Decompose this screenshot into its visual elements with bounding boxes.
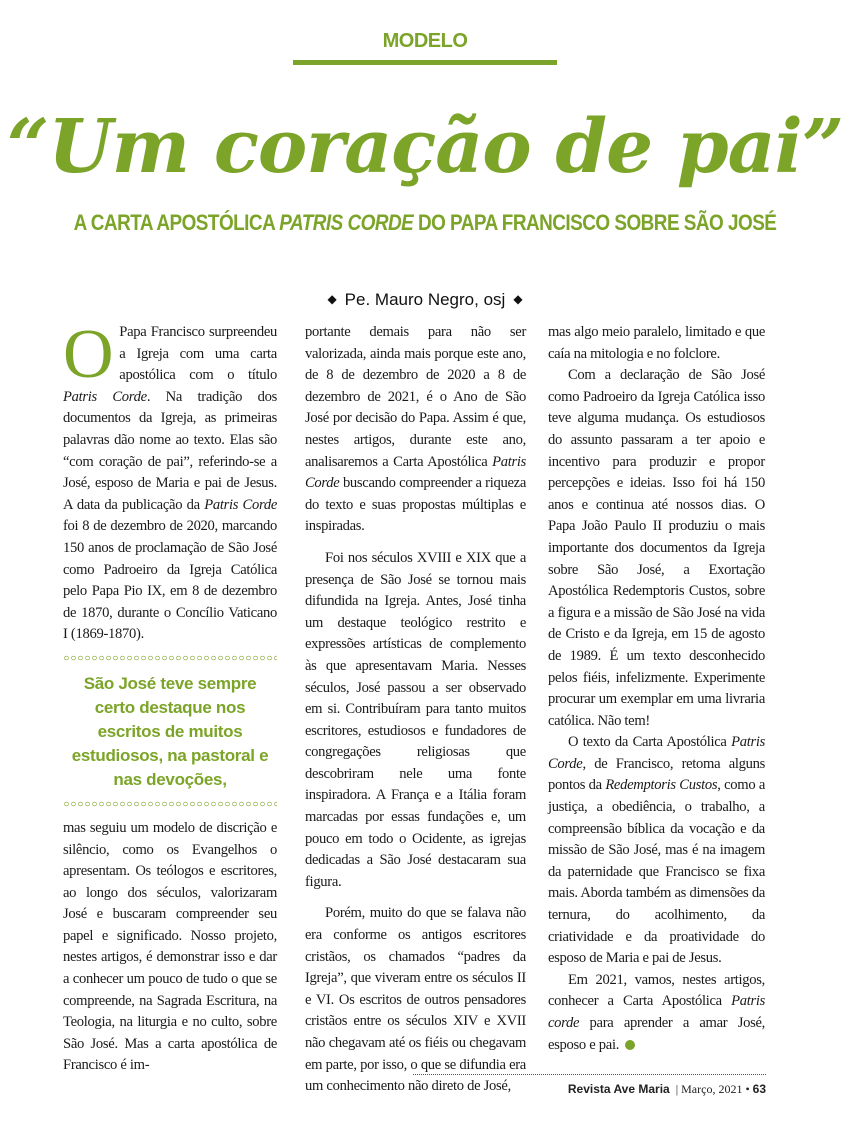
subtitle-italic: PATRIS CORDE (279, 210, 414, 235)
paragraph (63, 316, 278, 646)
paragraph: mas algo meio paralelo, limitado e que caía na mitologia e no folclore. (548, 324, 765, 362)
paragraph: Com a declaração de São José como Padroeiro da Igreja Católica isso teve alguma mudança. Os estudiosos do assunto passaram a ter apoio e incentivo para produzir e propor percepções e ideias. Isso foi há 150 anos e continua até nossos dias. O Papa João Paulo II produziu o mais importante dos documentos da Igreja sobre São José, a Exortação Apostólica Redemptoris Custos, sobre a figura e a missão de São José na vida de Cristo e da Igreja, em 15 de agosto de 1989. É um texto desconhecido pelos fiéis, infelizmente. Experimente procurar um exemplar em uma livraria católica. Não tem! (548, 367, 765, 729)
diamond-icon: ◆ (513, 292, 523, 306)
article-subtitle (60, 210, 791, 236)
author-name: Pe. Mauro Negro, osj (344, 290, 506, 309)
column-2 (305, 322, 526, 1098)
paragraph: Foi nos séculos XVIII e XIX que a presença de São José se tornou mais difundida na Igreja. Antes, José tinha um destaque teológico restrito e expressões artísticas de complemento às que apresentavam Maria. Nesses séculos, José passou a ser observado em si. Contribuíram para tanto muitos escritores, estudiosos e fundadores de congregações religiosas que descobriram nele uma fonte inspiradora. A França e a Itália foram marcadas por essas fundações e, um pouco em todo o Ocidente, as igrejas dedicadas a São José destacaram sua figura. (305, 549, 526, 890)
paragraph (548, 970, 765, 1056)
issue-date: | Março, 2021 • (675, 1082, 750, 1096)
column-1 (63, 316, 278, 1077)
pull-quote: São José teve sempre certo destaque nos escritos de muitos estudiosos, na pastoral e nas devoções, (71, 673, 269, 789)
page-number: 63 (752, 1082, 766, 1096)
footer-rule (413, 1074, 766, 1075)
magazine-name: Revista Ave Maria (567, 1082, 670, 1096)
section-label: MODELO (382, 30, 468, 52)
ornamental-divider (63, 654, 277, 662)
paragraph-text: Papa Francisco surpreendeu a Igreja com uma carta apostólica com o título Patris Corde. Na tradição dos documentos da Igreja, as primeiras palavras dão nome ao texto. Elas são “com coração de pai”, referindo-se a José, esposo de Maria e pai de Jesus. A data da publicação da Patris Corde foi 8 de dezembro de 2020, marcando 150 anos de proclamação de São José como Padroeiro da Igreja Católica pelo Papa Pio IX, em 8 de dezembro de 1870, durante o Concílio Vaticano I (1869-1870). (63, 324, 278, 643)
ornamental-divider (63, 800, 277, 808)
paragraph: portante demais para não ser valorizada, ainda mais porque este ano, de 8 de dezembro de 2020 a 8 de dezembro de 2021, é o Ano de São José por decisão do Papa. Assim é que, nestes artigos, durante este ano, analisaremos a Carta Apostólica Patris Corde buscando compreender a riqueza do texto e suas propostas múltiplas e inspiradas. (305, 324, 526, 535)
end-mark-icon (625, 1040, 635, 1050)
diamond-icon: ◆ (327, 292, 337, 306)
paragraph: mas seguiu um modelo de discrição e silêncio, como os Evangelhos o apresentam. Os teólogos e escritores, ao longo dos séculos, valorizaram José e buscaram compreender seu papel e significado. Nosso projeto, nestes artigos, é demonstrar isso e dar a conhecer um pouco de tudo o que se compreende, na Sagrada Escritura, na Teologia, na liturgia e no culto, sobre São José. Mas a carta apostólica de Francisco é im- (63, 819, 277, 1074)
paragraph: O texto da Carta Apostólica Patris Corde, de Francisco, retoma alguns pontos da Redemptoris Custos, como a justiça, a obediência, o trabalho, a compreensão bíblica da vocação e da missão de São José, mas é na imagem da paternidade que Francisco se fixa mais. Aborda também as dimensões da ternura, do acolhimento, da criatividade e da proatividade do esposo de Maria e pai de Jesus. (548, 734, 765, 967)
column-3 (548, 322, 765, 1056)
page-footer (568, 1082, 766, 1097)
subtitle-text: A CARTA APOSTÓLICA (73, 210, 280, 235)
paragraph: Porém, muito do que se falava não era conforme os antigos escritores cristãos, os chamados “padres da Igreja”, que viveram entre os séculos II e VI. Os escritos de outros pensadores cristãos entre os séculos XIV e XVII não chegavam até os fiéis ou chegavam em parte, por isso, o que se difundia era um conhecimento não direto de José, (305, 905, 526, 1095)
article-title: “Um coração de pai” (6, 104, 844, 190)
paragraph-text: Em 2021, vamos, nestes artigos, conhecer a Carta Apostólica Patris corde para aprender a amar José, esposo e pai. (548, 971, 765, 1053)
subtitle-text: DO PAPA FRANCISCO SOBRE SÃO JOSÉ (413, 210, 777, 235)
drop-cap: O (63, 316, 114, 393)
author-byline (0, 290, 850, 310)
section-underline (293, 60, 557, 65)
